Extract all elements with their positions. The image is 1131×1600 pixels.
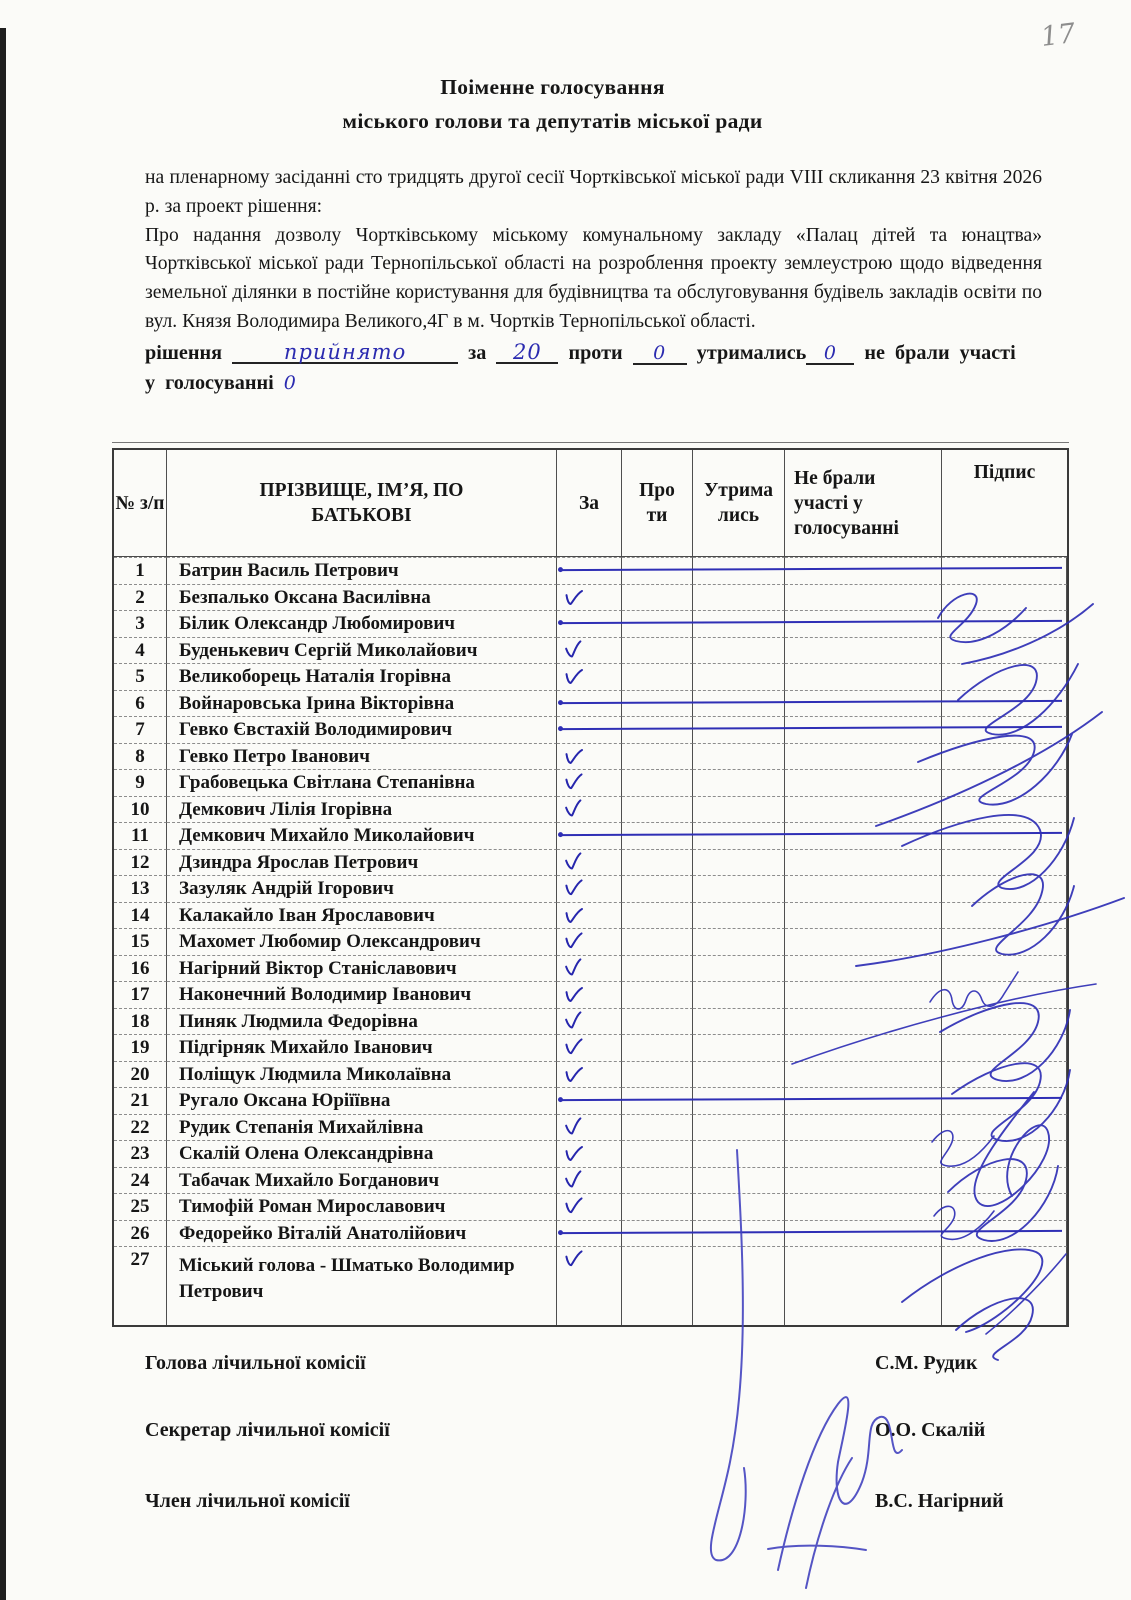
deputy-name: Тимофій Роман Мирославович: [167, 1193, 557, 1221]
row-number: 12: [114, 849, 167, 877]
row-number: 13: [114, 875, 167, 903]
row-number: 26: [114, 1220, 167, 1248]
for-label: за: [468, 341, 487, 364]
row-number: 4: [114, 637, 167, 665]
table-row: [114, 796, 1067, 823]
commission-row: [145, 1352, 1042, 1375]
table-row: [114, 849, 1067, 876]
abstained-label: утримались: [696, 341, 807, 364]
deputy-name: Гевко Євстахій Володимирович: [167, 716, 557, 744]
vote-for-cell: [557, 981, 622, 1009]
vote-for-cell: [557, 743, 622, 771]
vote-checkmark: [562, 588, 584, 607]
against-blank: [633, 339, 687, 365]
header-abstained: Утримались: [693, 450, 785, 556]
vote-for-cell: [557, 955, 622, 983]
table-row: [114, 637, 1067, 664]
table-row: [114, 955, 1067, 982]
table-row: [114, 1061, 1067, 1088]
vote-checkmark: [562, 1065, 584, 1084]
vote-table: [112, 448, 1069, 1327]
vote-checkmark: [562, 1010, 585, 1031]
deputy-name: Калакайло Іван Ярославович: [167, 902, 557, 930]
table-row: [114, 928, 1067, 955]
table-row: [114, 902, 1067, 929]
table-row: [114, 610, 1067, 637]
table-row: [114, 981, 1067, 1008]
deputy-name: Підгірняк Михайло Іванович: [167, 1034, 557, 1062]
row-number: 1: [114, 557, 167, 585]
vote-for-cell: [557, 796, 622, 824]
table-row: [114, 1087, 1067, 1114]
vote-for-cell: [557, 849, 622, 877]
vote-for-cell: [557, 663, 622, 691]
vote-checkmark: [562, 667, 584, 686]
deputy-name: Білик Олександр Любомирович: [167, 610, 557, 638]
row-number: 11: [114, 822, 167, 850]
title-line2: міського голови та депутатів міської ради: [342, 109, 763, 133]
vote-for-cell: [557, 1140, 622, 1168]
vote-checkmark: [563, 879, 584, 897]
row-number: 8: [114, 743, 167, 771]
deputy-name: Гевко Петро Іванович: [167, 743, 557, 771]
commission-member-name: С.М. Рудик: [875, 1352, 978, 1374]
deputy-name: Дзиндра Ярослав Петрович: [167, 849, 557, 877]
result-line: [145, 338, 1042, 398]
row-number: 10: [114, 796, 167, 824]
table-row: [114, 1246, 1067, 1325]
for-handwritten: 20: [513, 339, 542, 364]
deputy-name: Скалій Олена Олександрівна: [167, 1140, 557, 1168]
for-blank: [496, 338, 558, 364]
row-number: 15: [114, 928, 167, 956]
deputy-name: Безпалько Оксана Василівна: [167, 584, 557, 612]
row-number: 19: [114, 1034, 167, 1062]
vote-checkmark: [562, 1144, 584, 1163]
header-for: За: [557, 450, 622, 556]
table-row: [114, 1008, 1067, 1035]
vote-for-cell: [557, 1167, 622, 1195]
vote-checkmark: [562, 639, 585, 660]
deputy-name: Наконечний Володимир Іванович: [167, 981, 557, 1009]
deputy-name: Демкович Михайло Миколайович: [167, 822, 557, 850]
table-row: [114, 557, 1067, 584]
commission-role-label: Член лічильної комісії: [145, 1490, 350, 1512]
deputy-name: Грабовецька Світлана Степанівна: [167, 769, 557, 797]
deputy-name: Поліщук Людмила Миколаївна: [167, 1061, 557, 1089]
vote-checkmark: [563, 773, 584, 791]
row-number: 3: [114, 610, 167, 638]
vote-checkmark: [563, 1250, 584, 1268]
header-signature: Підпис: [973, 462, 1036, 483]
deputy-name: Войнаровська Ірина Вікторівна: [167, 690, 557, 718]
row-number: 24: [114, 1167, 167, 1195]
row-number: 22: [114, 1114, 167, 1142]
decision-blank: [232, 338, 458, 364]
table-row: [114, 743, 1067, 770]
vote-for-cell: [557, 1061, 622, 1089]
table-row: [114, 1167, 1067, 1194]
page-number: 17: [1038, 18, 1077, 53]
table-row: [114, 822, 1067, 849]
deputy-name: Буденькевич Сергій Миколайович: [167, 637, 557, 665]
deputy-name: Рудик Степанія Михайлівна: [167, 1114, 557, 1142]
header-not-voting: Не брали участі у голосуванні: [785, 450, 942, 556]
session-paragraph: на пленарному засіданні сто тридцять другої сесії Чортківської міської ради VIII скликання 23 квітня 2026 р. за проект рішення:: [145, 167, 1042, 217]
deputy-name: Табачак Михайло Богданович: [167, 1167, 557, 1195]
vote-for-cell: [557, 1193, 622, 1221]
vote-for-cell: [557, 584, 622, 612]
vote-checkmark: [562, 906, 584, 925]
vote-checkmark: [562, 1169, 585, 1190]
table-row: [114, 716, 1067, 743]
table-row: [114, 769, 1067, 796]
row-number: 14: [114, 902, 167, 930]
deputy-name: Міський голова - Шматько Володимир Петрович: [167, 1246, 557, 1325]
decision-label: рішення: [145, 341, 223, 364]
row-number: 27: [114, 1246, 167, 1325]
row-number: 17: [114, 981, 167, 1009]
row-number: 7: [114, 716, 167, 744]
deputy-name: Демкович Лілія Ігорівна: [167, 796, 557, 824]
deputy-name: Великоборець Наталія Ігорівна: [167, 663, 557, 691]
commission-row: [145, 1490, 1042, 1513]
vote-checkmark: [562, 747, 584, 766]
row-number: 25: [114, 1193, 167, 1221]
not-voting-handwritten: 0: [283, 371, 297, 394]
vote-for-cell: [557, 1034, 622, 1062]
deputy-name: Батрин Василь Петрович: [167, 557, 557, 585]
header-name: ПРІЗВИЩЕ, ІМ’Я, ПО БАТЬКОВІ: [167, 450, 557, 556]
table-row: [114, 663, 1067, 690]
commission-role-label: Секретар лічильної комісії: [145, 1419, 390, 1441]
vote-for-cell: [557, 875, 622, 903]
against-label: проти: [568, 341, 623, 364]
vote-checkmark: [562, 957, 585, 978]
table-row: [114, 1140, 1067, 1167]
table-row: [114, 1034, 1067, 1061]
against-handwritten: 0: [653, 341, 667, 364]
scan-edge-strip: [0, 28, 6, 1600]
table-row: [114, 1220, 1067, 1247]
header-num: № з/п: [114, 450, 167, 556]
not-voting-label: не брали участі: [864, 341, 1016, 364]
vote-for-cell: [557, 1008, 622, 1036]
title-line1: Поіменне голосування: [440, 75, 665, 99]
document-title: [65, 70, 1040, 138]
vote-checkmark: [562, 798, 585, 819]
table-row: [114, 584, 1067, 611]
intro-block: [145, 164, 1042, 397]
deputy-name: Махомет Любомир Олександрович: [167, 928, 557, 956]
vote-for-cell: [557, 769, 622, 797]
deputy-name: Федорейко Віталій Анатолійович: [167, 1220, 557, 1248]
table-row: [114, 1193, 1067, 1220]
deputy-name: Ругало Оксана Юріїївна: [167, 1087, 557, 1115]
row-number: 2: [114, 584, 167, 612]
row-number: 9: [114, 769, 167, 797]
header-against: Проти: [622, 450, 693, 556]
vote-for-cell: [557, 637, 622, 665]
not-voting-label2: у голосуванні: [145, 371, 274, 394]
deputy-name: Пиняк Людмила Федорівна: [167, 1008, 557, 1036]
subject-paragraph: Про надання дозволу Чортківському міському комунальному закладу «Палац дітей та юнацтва» Чортківської міської ради Тернопільської області на розроблення проекту землеустрою щодо відведення земельної ділянки в постійне користування для будівництва та обслуговування будівель закладів освіти по вул. Князя Володимира Великого,4Г в м. Чортків Тернопільської області.: [145, 224, 1042, 332]
table-row: [114, 690, 1067, 717]
deputy-name: Нагірний Віктор Станіславович: [167, 955, 557, 983]
row-number: 5: [114, 663, 167, 691]
vote-checkmark: [563, 1197, 584, 1215]
vote-checkmark: [563, 1038, 584, 1056]
vote-table-header: [114, 450, 1067, 557]
vote-checkmark: [562, 851, 585, 872]
vote-for-cell: [557, 928, 622, 956]
commission-role-label: Голова лічильної комісії: [145, 1352, 366, 1374]
row-number: 23: [114, 1140, 167, 1168]
vote-for-cell: [557, 1246, 622, 1325]
deputy-name: Зазуляк Андрій Ігорович: [167, 875, 557, 903]
vote-checkmark: [563, 932, 584, 950]
vote-checkmark: [562, 985, 584, 1004]
row-number: 18: [114, 1008, 167, 1036]
abstained-handwritten: 0: [823, 341, 837, 364]
vote-for-cell: [557, 902, 622, 930]
commission-row: [145, 1419, 1042, 1442]
table-row: [114, 1114, 1067, 1141]
vote-for-cell: [557, 1114, 622, 1142]
row-number: 16: [114, 955, 167, 983]
vote-checkmark: [562, 1116, 585, 1137]
row-number: 21: [114, 1087, 167, 1115]
decision-handwritten: прийнято: [283, 339, 407, 364]
row-number: 6: [114, 690, 167, 718]
commission-member-name: О.О. Скалій: [875, 1419, 986, 1441]
row-number: 20: [114, 1061, 167, 1089]
abstained-blank: [806, 339, 854, 365]
table-row: [114, 875, 1067, 902]
commission-member-name: В.С. Нагірний: [875, 1490, 1004, 1512]
